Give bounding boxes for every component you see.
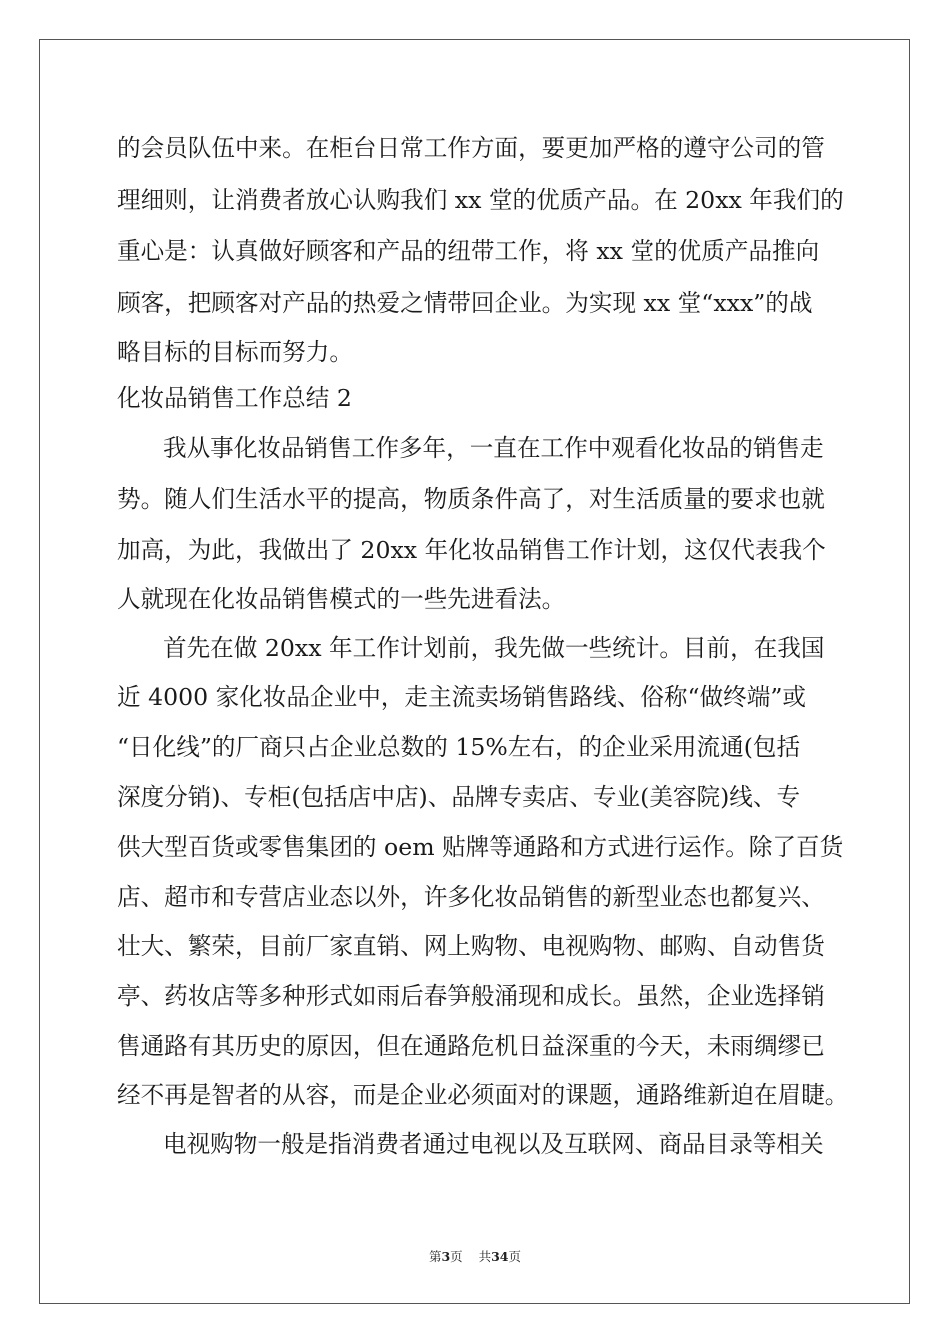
body-line-21: 电视购物一般是指消费者通过电视以及互联网、商品目录等相关 [163, 1130, 824, 1158]
body-line-15: 供大型百货或零售集团的 oem 贴牌等通路和方式进行运作。除了百货 [117, 833, 844, 861]
body-line-4: 顾客，把顾客对产品的热爱之情带回企业。为实现 xx 堂“xxx”的战 [117, 289, 813, 317]
body-line-13: “日化线”的厂商只占企业总数的 15%左右，的企业采用流通(包括 [117, 733, 801, 761]
page-number: 3 [441, 1249, 451, 1264]
page-footer [0, 1247, 950, 1265]
body-line-8: 势。随人们生活水平的提高，物质条件高了，对生活质量的要求也就 [117, 485, 825, 513]
body-line-12: 近 4000 家化妆品企业中，走主流卖场销售路线、俗称“做终端”或 [117, 683, 807, 711]
body-line-1: 的会员队伍中来。在柜台日常工作方面，要更加严格的遵守公司的管 [117, 134, 825, 162]
body-line-5: 略目标的目标而努力。 [117, 338, 353, 366]
body-line-7: 我从事化妆品销售工作多年，一直在工作中观看化妆品的销售走 [163, 434, 824, 462]
body-line-14: 深度分销)、专柜(包括店中店)、品牌专卖店、专业(美容院)线、专 [117, 783, 801, 811]
body-line-18: 亭、药妆店等多种形式如雨后春笋般涌现和成长。虽然，企业选择销 [117, 982, 825, 1010]
total-pages: 34 [491, 1249, 509, 1264]
body-line-11: 首先在做 20xx 年工作计划前，我先做一些统计。目前，在我国 [163, 634, 825, 662]
body-line-20: 经不再是智者的从容，而是企业必须面对的课题，通路维新迫在眉睫。 [117, 1081, 849, 1109]
total-prefix: 共 [478, 1249, 492, 1264]
section-heading: 化妆品销售工作总结 2 [117, 384, 352, 412]
body-line-19: 售通路有其历史的原因，但在通路危机日益深重的今天，未雨绸缪已 [117, 1032, 825, 1060]
body-line-2: 理细则，让消费者放心认购我们 xx 堂的优质产品。在 20xx 年我们的 [117, 186, 844, 214]
page-prefix: 第 [428, 1249, 442, 1264]
body-line-10: 人就现在化妆品销售模式的一些先进看法。 [117, 585, 566, 613]
total-suffix: 页 [508, 1249, 522, 1264]
page-suffix: 页 [450, 1249, 463, 1264]
body-line-9: 加高，为此，我做出了 20xx 年化妆品销售工作计划，这仅代表我个 [117, 536, 826, 564]
body-line-17: 壮大、繁荣，目前厂家直销、网上购物、电视购物、邮购、自动售货 [117, 932, 825, 960]
body-line-16: 店、超市和专营店业态以外，许多化妆品销售的新型业态也都复兴、 [117, 883, 825, 911]
body-line-3: 重心是：认真做好顾客和产品的纽带工作，将 xx 堂的优质产品推向 [117, 237, 820, 265]
